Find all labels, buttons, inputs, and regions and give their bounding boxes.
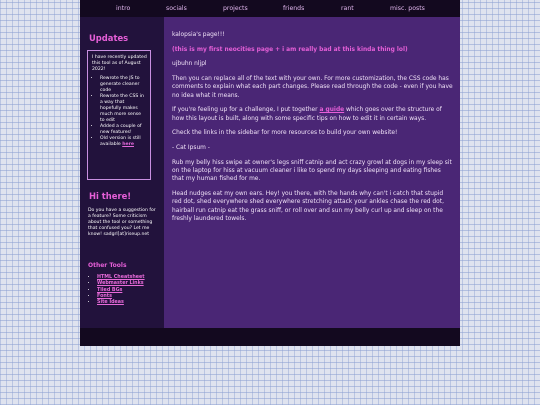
guide-text-before: If you're feeling up for a challenge, I put together [172,107,320,114]
tool-link-webmaster-links[interactable]: Webmaster Links [97,281,144,287]
updates-item: • Added a couple of new features! [100,124,147,136]
main-paragraph: Rub my belly hiss swipe at owner's legs sniff catnip and act crazy growl at dogs in my sleep sit on the laptop for hiss at vacuum cleaner i like to spend my days sleeping and eating fishes that my human fished for me. [172,159,452,183]
cat-ipsum-heading: - Cat Ipsum - [172,145,210,152]
main-paragraph: Then you can replace all of the text with your own. For more customization, the CSS code has comments to explain what each part changes. Please read through the code - even if you have no idea what it means. [172,76,453,99]
tool-link-fonts[interactable]: Fonts [97,293,112,299]
main-paragraph: Head nudges eat my own ears. Hey! you there, with the hands why can't i catch that stupid red dot, shed everywhere shed everywhere stretching attack your ankles chase the red dot, hairball run catnip eat the grass sniff, or roll over and sun my belly curl up and sleep on the freshly laundered towels. [172,190,444,222]
updates-heading: Updates [89,33,129,43]
hithere-text: Do you have a suggestion for a feature? Some criticism about the tool or something that confused you? Let me know! sadgrl[at]riseup.net [88,208,156,237]
nav-link-rant[interactable]: rant [341,5,354,12]
main-paragraph: ujbuhn nljpl [172,61,207,68]
main-content [164,17,460,328]
updates-list [92,76,147,148]
updates-item: • Rewrote the JS to generate cleaner code [100,76,147,94]
updates-box [87,50,151,180]
tool-link-site-ideas[interactable]: Site Ideas [97,300,124,306]
updates-item [100,136,147,148]
updates-intro: I have recently updated this tool as of August 2022! [92,55,147,72]
updates-item-text: Old version is still available [100,136,141,147]
old-version-link[interactable]: here [122,142,134,147]
main-paragraph: Check the links in the sidebar for more resources to build your own website! [172,130,398,137]
main-inner [172,31,454,230]
hithere-heading: Hi there! [89,191,132,201]
updates-item: • Rewrote the CSS in a way that hopefully makes much more sense to edit [100,94,147,124]
other-tools-heading: Other Tools [88,262,127,269]
highlight-note: (this is my first neocities page + i am really bad at this kinda thing lol) [172,46,408,53]
nav-link-socials[interactable]: socials [166,5,187,12]
guide-link[interactable]: a guide [319,107,345,114]
guide-paragraph [172,106,454,123]
nav-link-friends[interactable]: friends [283,5,305,12]
guide-text-after: which goes over the structure of how this layout is built, along with some specific tips on how to edit it in certain ways. [172,107,442,122]
page-title: kalopsia's page!!! [172,32,225,38]
sidebar [80,17,164,328]
nav-link-misc-posts[interactable]: misc. posts [390,5,425,12]
top-nav [80,0,460,17]
nav-link-projects[interactable]: projects [223,5,248,12]
nav-link-intro[interactable]: intro [116,5,131,12]
footer-bar [80,328,460,346]
page-container [80,0,460,346]
tool-list-item [97,300,145,306]
tool-link-tiled-bgs[interactable]: Tiled BGs [97,287,123,293]
tool-link-html-cheatsheet[interactable]: HTML Cheatsheet [97,275,145,280]
other-tools-list [88,275,145,306]
